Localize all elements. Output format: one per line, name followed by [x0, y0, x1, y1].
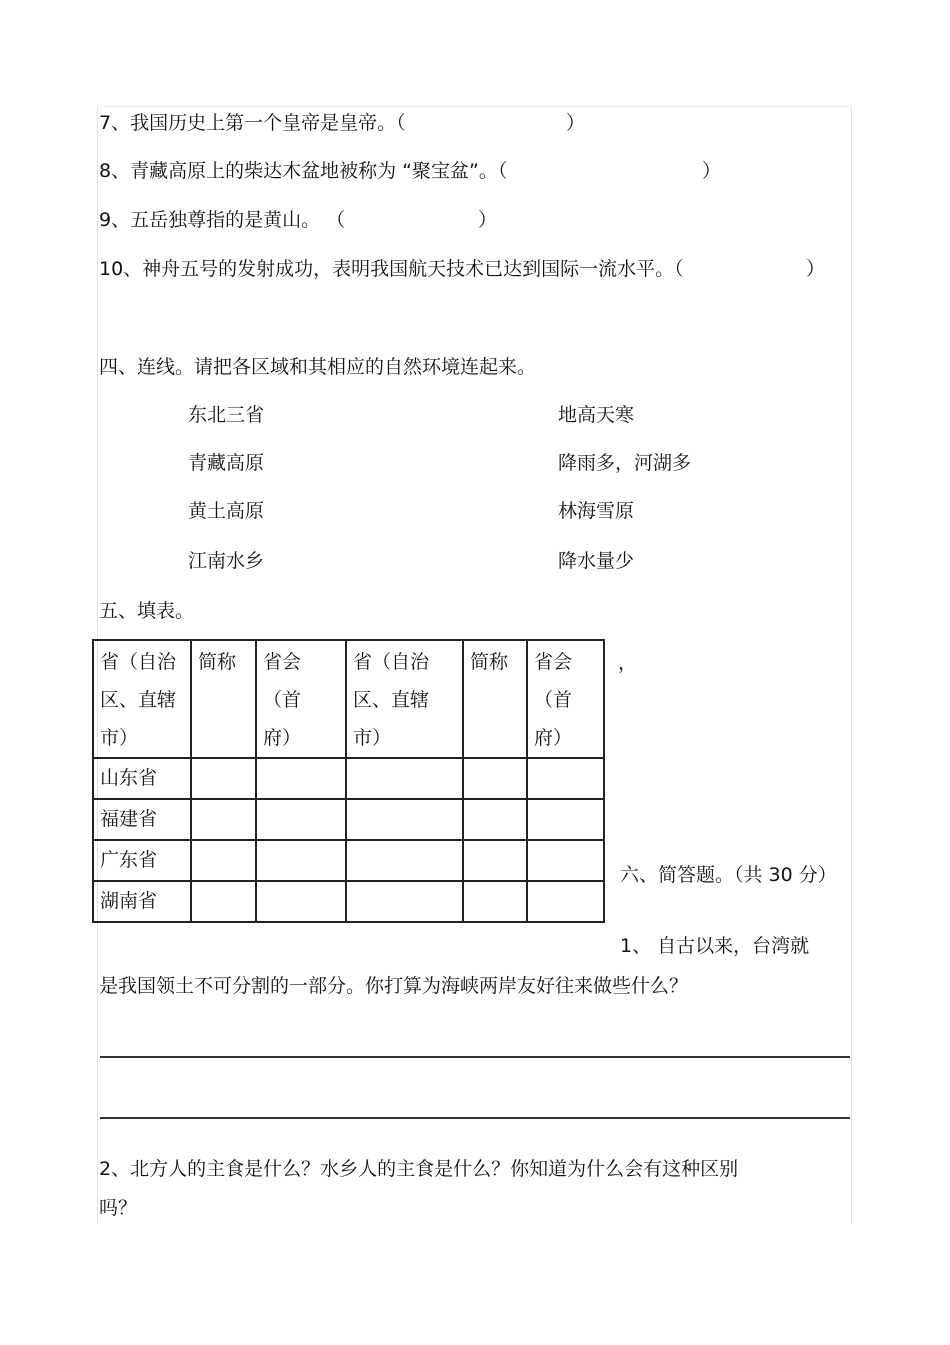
answer-line[interactable]	[100, 1056, 850, 1058]
blank-cell[interactable]	[527, 881, 604, 922]
province-cell: 山东省	[93, 758, 191, 799]
blank-cell[interactable]	[346, 881, 463, 922]
short-answer-q1-cont: 是我国领土不可分割的一部分。你打算为海峡两岸友好往来做些什么？	[99, 975, 689, 997]
short-answer-q1-start: 1、 自古以来，台湾就	[620, 935, 810, 957]
blank-cell[interactable]	[191, 840, 256, 881]
blank-cell[interactable]	[346, 840, 463, 881]
match-right-item: 降水量少	[558, 550, 635, 572]
section-4-title: 四、连线。请把各区域和其相应的自然环境连起来。	[99, 356, 537, 378]
match-right-item: 降雨多，河湖多	[558, 452, 692, 474]
blank-cell[interactable]	[256, 840, 346, 881]
question-9: 9、五岳独尊指的是黄山。 （	[99, 209, 346, 231]
section-5-title: 五、填表。	[99, 600, 195, 622]
blank-cell[interactable]	[463, 799, 527, 840]
province-cell: 广东省	[93, 840, 191, 881]
header-cell: 省（自治 区、直辖 市）	[346, 640, 463, 758]
question-8: 8、青藏高原上的柴达木盆地被称为 “聚宝盆”。（	[99, 160, 508, 182]
section-6-title: 六、简答题。（共 30 分）	[620, 864, 837, 886]
match-right-item: 地高天寒	[558, 404, 635, 426]
match-right-item: 林海雪原	[558, 500, 635, 522]
blank-cell[interactable]	[527, 840, 604, 881]
short-answer-q2: 2、北方人的主食是什么？水乡人的主食是什么？你知道为什么会有这种区别	[99, 1158, 739, 1180]
header-cell: 省会 （首 府）	[256, 640, 346, 758]
blank-cell[interactable]	[527, 758, 604, 799]
question-7: 7、我国历史上第一个皇帝是皇帝。（	[99, 112, 406, 134]
table-row	[93, 881, 604, 922]
table-row	[93, 799, 604, 840]
blank-cell[interactable]	[191, 799, 256, 840]
blank-cell[interactable]	[256, 758, 346, 799]
province-cell: 湖南省	[93, 881, 191, 922]
match-left-item: 黄土高原	[188, 500, 265, 522]
table-row	[93, 758, 604, 799]
table-row	[93, 840, 604, 881]
answer-line[interactable]	[100, 1117, 850, 1119]
match-left-item: 青藏高原	[188, 452, 265, 474]
blank-cell[interactable]	[463, 758, 527, 799]
match-left-item: 东北三省	[188, 404, 265, 426]
header-cell: 省会 （首 府）	[527, 640, 604, 758]
blank-cell[interactable]	[346, 758, 463, 799]
question-8-close-paren: ）	[702, 160, 722, 182]
blank-cell[interactable]	[463, 840, 527, 881]
page-frame-right	[851, 106, 852, 1224]
blank-cell[interactable]	[256, 881, 346, 922]
question-9-close-paren: ）	[478, 209, 498, 231]
short-answer-q2-cont: 吗？	[99, 1197, 138, 1219]
stray-comma: ，	[618, 652, 638, 674]
header-cell: 简称	[463, 640, 527, 758]
question-10-close-paren: ）	[806, 258, 826, 280]
header-cell: 简称	[191, 640, 256, 758]
blank-cell[interactable]	[256, 799, 346, 840]
match-left-item: 江南水乡	[188, 550, 265, 572]
blank-cell[interactable]	[346, 799, 463, 840]
table-header-row	[93, 640, 604, 758]
blank-cell[interactable]	[191, 881, 256, 922]
header-cell: 省（自治 区、直辖 市）	[93, 640, 191, 758]
blank-cell[interactable]	[527, 799, 604, 840]
question-10: 10、神舟五号的发射成功，表明我国航天技术已达到国际一流水平。（	[99, 258, 684, 280]
province-fill-table	[92, 639, 605, 923]
province-cell: 福建省	[93, 799, 191, 840]
page-frame-top	[97, 106, 851, 107]
blank-cell[interactable]	[463, 881, 527, 922]
question-7-close-paren: ）	[566, 112, 586, 134]
blank-cell[interactable]	[191, 758, 256, 799]
